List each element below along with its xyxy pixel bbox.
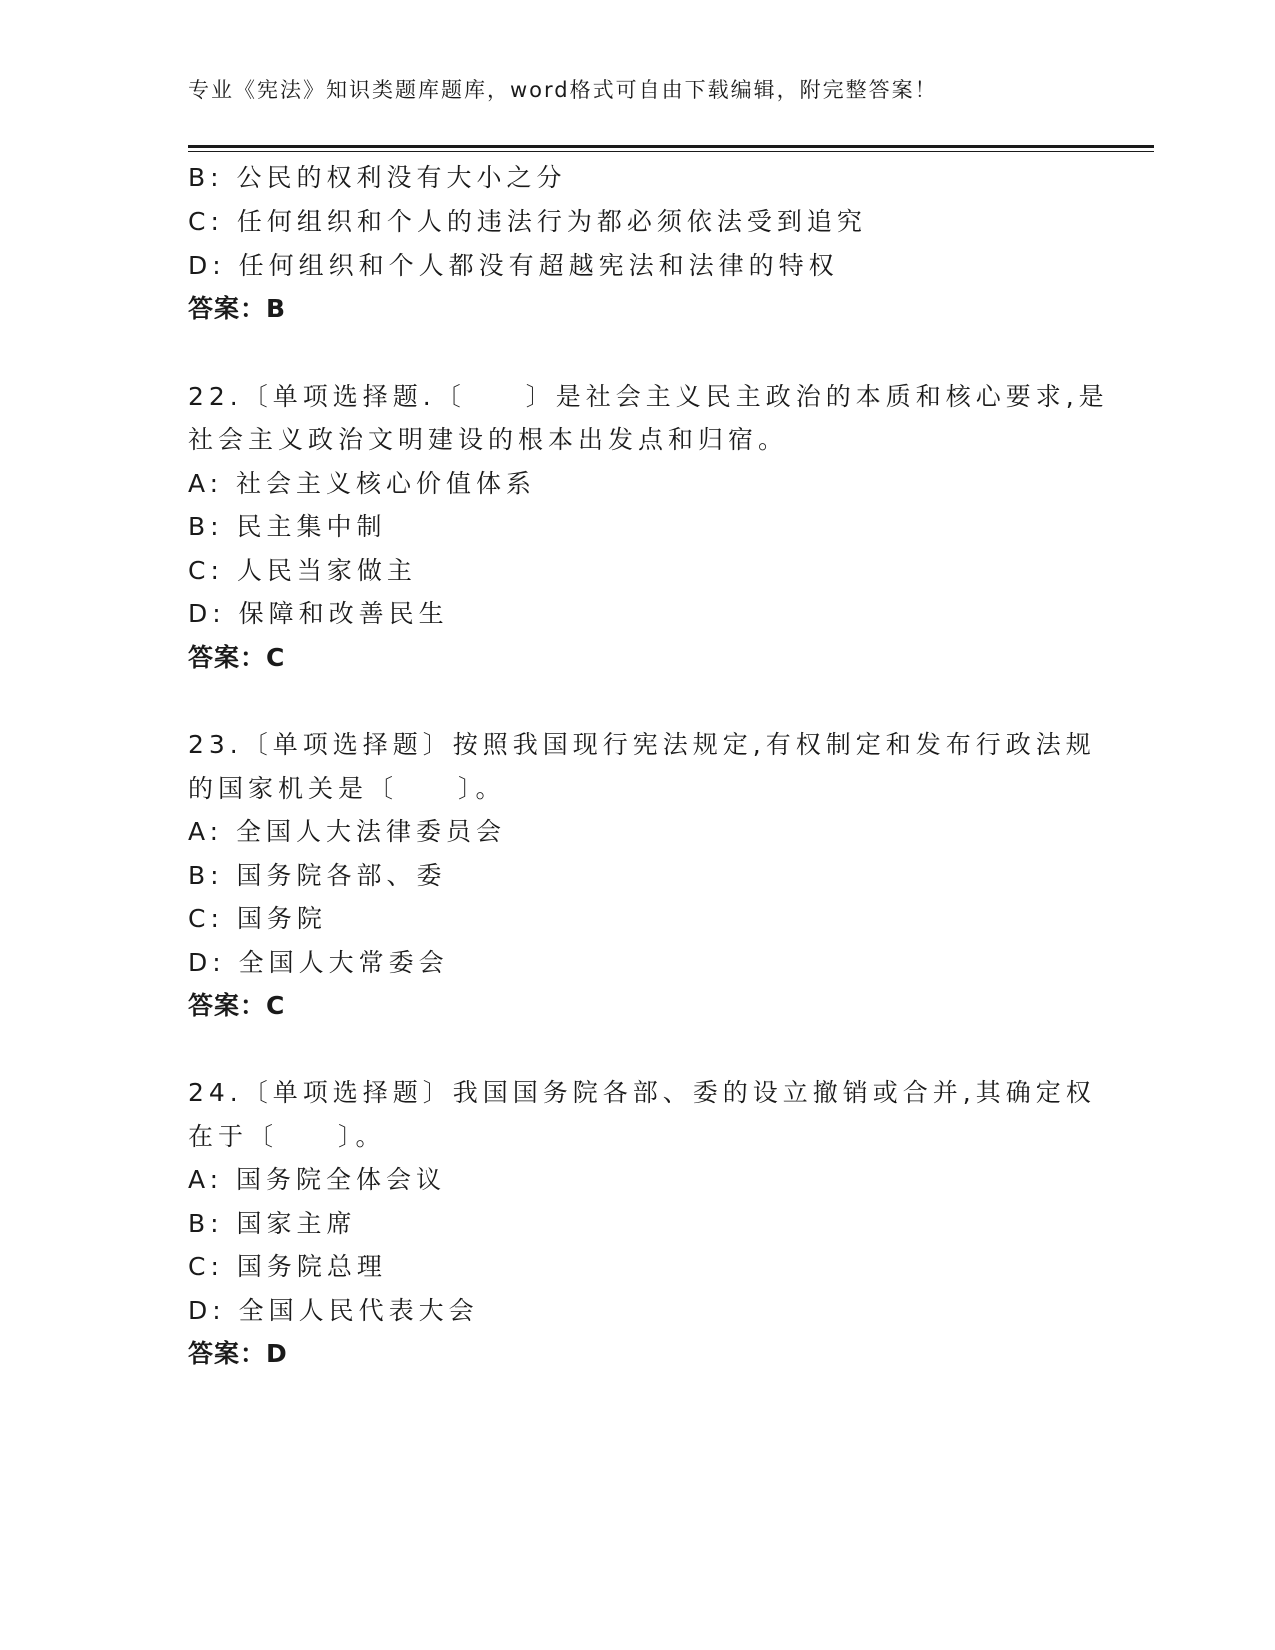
q22-answer: 答案：C <box>188 643 286 672</box>
q21-answer: 答案：B <box>188 294 287 323</box>
q22-stem-line1: 22.〔单项选择题.〔 〕是社会主义民主政治的本质和核心要求,是 <box>188 382 1109 411</box>
q23-stem-line1: 23.〔单项选择题〕按照我国现行宪法规定,有权制定和发布行政法规 <box>188 730 1096 759</box>
q21-option-c: C: 任何组织和个人的违法行为都必须依法受到追究 <box>188 207 867 236</box>
q22-option-a: A: 社会主义核心价值体系 <box>188 469 537 498</box>
q23-option-a: A: 全国人大法律委员会 <box>188 817 507 846</box>
q21-option-d: D: 任何组织和个人都没有超越宪法和法律的特权 <box>188 251 839 280</box>
q22-option-d: D: 保障和改善民生 <box>188 599 449 628</box>
q23-stem-line2: 的国家机关是〔 〕。 <box>188 774 506 803</box>
q22-stem-line2: 社会主义政治文明建设的根本出发点和归宿。 <box>188 425 789 454</box>
q23-option-d: D: 全国人大常委会 <box>188 948 449 977</box>
header-divider-thin <box>188 151 1154 152</box>
q24-option-c: C: 国务院总理 <box>188 1252 387 1281</box>
q21-option-b: B: 公民的权利没有大小之分 <box>188 163 567 192</box>
q23-option-c: C: 国务院 <box>188 904 327 933</box>
q24-stem-line1: 24.〔单项选择题〕我国国务院各部、委的设立撤销或合并,其确定权 <box>188 1078 1096 1107</box>
header-divider-thick <box>188 145 1154 148</box>
q24-answer: 答案：D <box>188 1339 288 1368</box>
q22-option-c: C: 人民当家做主 <box>188 556 417 585</box>
q24-stem-line2: 在于〔 〕。 <box>188 1122 386 1151</box>
q24-option-b: B: 国家主席 <box>188 1209 357 1238</box>
q22-option-b: B: 民主集中制 <box>188 512 387 541</box>
q24-option-a: A: 国务院全体会议 <box>188 1165 447 1194</box>
q23-option-b: B: 国务院各部、委 <box>188 861 447 890</box>
page-header: 专业《宪法》知识类题库题库，word格式可自由下载编辑，附完整答案！ <box>188 78 938 102</box>
q23-answer: 答案：C <box>188 991 286 1020</box>
q24-option-d: D: 全国人民代表大会 <box>188 1296 479 1325</box>
